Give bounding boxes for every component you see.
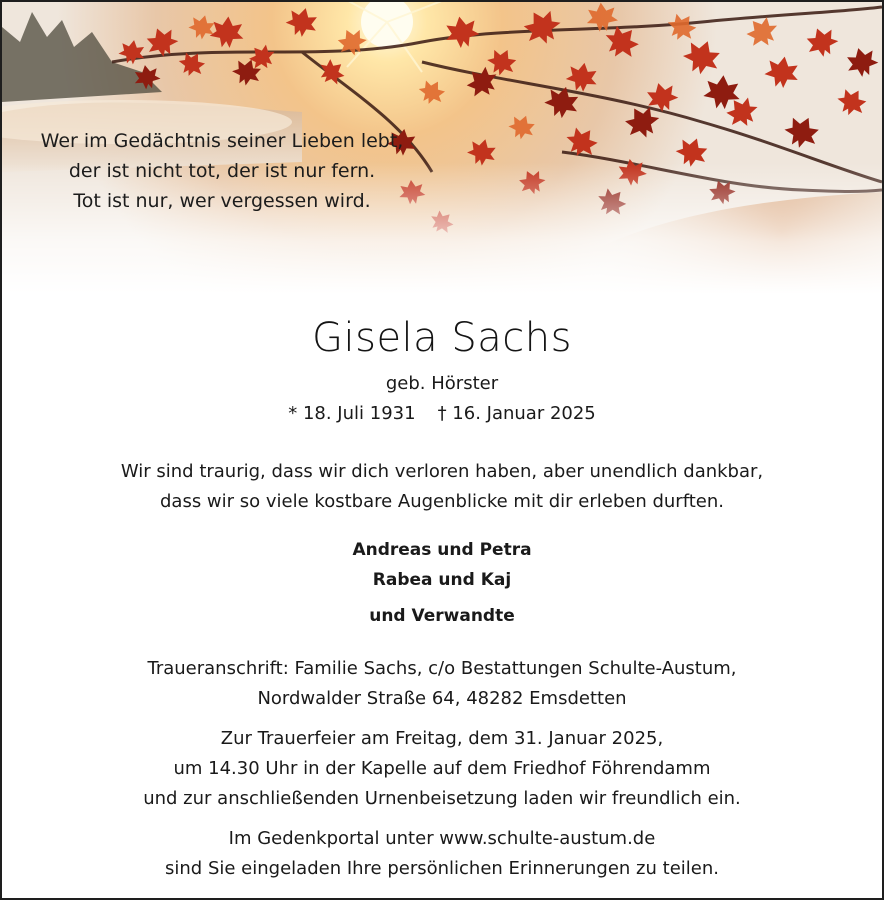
portal-line: sind Sie eingeladen Ihre persönlichen Erinnerungen zu teilen. <box>165 858 719 879</box>
birth-date: * 18. Juli 1931 <box>288 403 416 424</box>
service-line: und zur anschließenden Urnenbeisetzung laden wir freundlich ein. <box>143 788 741 809</box>
family-member: Andreas und Petra <box>352 540 532 560</box>
service-line: Zur Trauerfeier am Freitag, dem 31. Januar 2025, <box>220 728 664 749</box>
deceased-name: Gisela Sachs <box>312 315 572 361</box>
birth-name: geb. Hörster <box>385 373 499 394</box>
quote-line: Tot ist nur, wer vergessen wird. <box>73 190 371 212</box>
service-line: um 14.30 Uhr in der Kapelle auf dem Friedhof Föhrendamm <box>173 758 711 779</box>
mourning-address <box>2 654 882 714</box>
funeral-service-info <box>2 724 882 814</box>
address-line: Traueranschrift: Familie Sachs, c/o Bestattungen Schulte-Austum, <box>147 658 737 679</box>
life-dates <box>2 403 882 424</box>
autumn-leaves-header-image <box>2 2 882 294</box>
death-date: † 16. Januar 2025 <box>437 403 596 424</box>
mourning-text <box>2 457 882 517</box>
portal-line: Im Gedenkportal unter www.schulte-austum.de <box>228 828 656 849</box>
family-member: Rabea und Kaj <box>372 570 512 590</box>
memorial-quote <box>22 126 422 216</box>
family-relatives: und Verwandte <box>369 606 515 626</box>
quote-line: der ist nicht tot, der ist nur fern. <box>68 160 376 182</box>
mourning-line: Wir sind traurig, dass wir dich verloren haben, aber unendlich dankbar, <box>120 461 764 482</box>
quote-line: Wer im Gedächtnis seiner Lieben lebt, <box>40 130 404 152</box>
address-line: Nordwalder Straße 64, 48282 Emsdetten <box>257 688 627 709</box>
memorial-portal-info <box>2 824 882 884</box>
mourning-line: dass wir so viele kostbare Augenblicke mit dir erleben durften. <box>160 491 724 512</box>
